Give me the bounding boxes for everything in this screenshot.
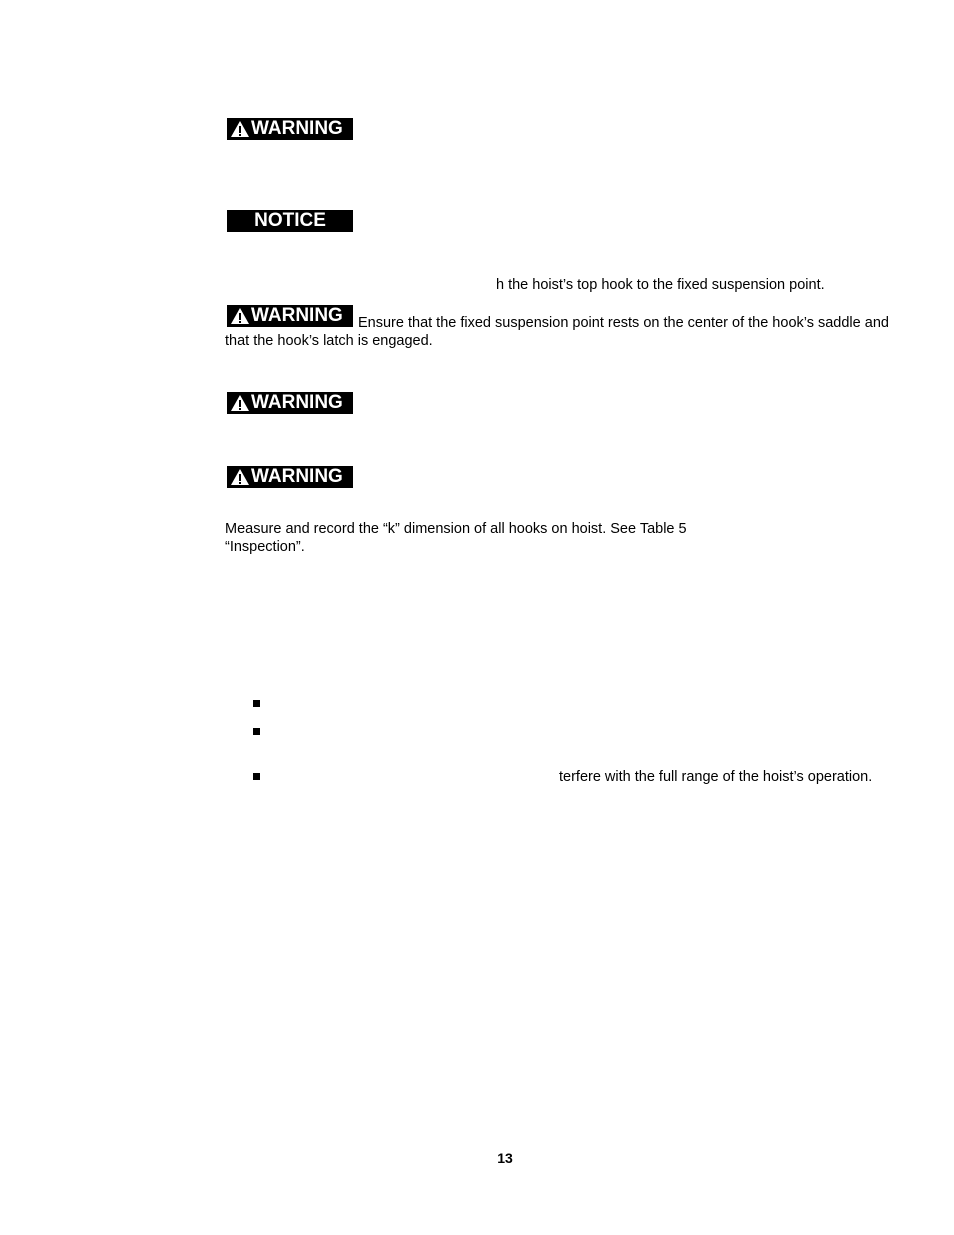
bullet-square-icon <box>253 700 260 707</box>
warning-triangle-icon <box>230 307 250 325</box>
warning-label: WARNING <box>251 392 343 413</box>
measure-text-line2: “Inspection”. <box>225 539 305 555</box>
warning-badge-3 <box>227 392 353 414</box>
notice-badge <box>227 210 353 232</box>
warning-badge-1 <box>227 118 353 140</box>
warning-badge-2 <box>227 305 353 327</box>
warning-label: WARNING <box>251 118 343 139</box>
warning-triangle-icon <box>230 468 250 486</box>
top-hook-text: h the hoist’s top hook to the fixed suspension point. <box>496 277 825 293</box>
suspension-text-line1: Ensure that the fixed suspension point rests on the center of the hook’s saddle and <box>358 315 889 331</box>
bullet-square-icon <box>253 773 260 780</box>
bullet-square-icon <box>253 728 260 735</box>
notice-label: NOTICE <box>254 210 326 231</box>
bullet-item-3-text: terfere with the full range of the hoist’s operation. <box>559 769 873 785</box>
warning-badge-4 <box>227 466 353 488</box>
warning-label: WARNING <box>251 305 343 326</box>
measure-text-line1: Measure and record the “k” dimension of all hooks on hoist. See Table 5 <box>225 521 687 537</box>
suspension-text-line2: that the hook’s latch is engaged. <box>225 333 433 349</box>
warning-triangle-icon <box>230 394 250 412</box>
warning-label: WARNING <box>251 466 343 487</box>
page-number: 13 <box>497 1150 513 1166</box>
warning-triangle-icon <box>230 120 250 138</box>
